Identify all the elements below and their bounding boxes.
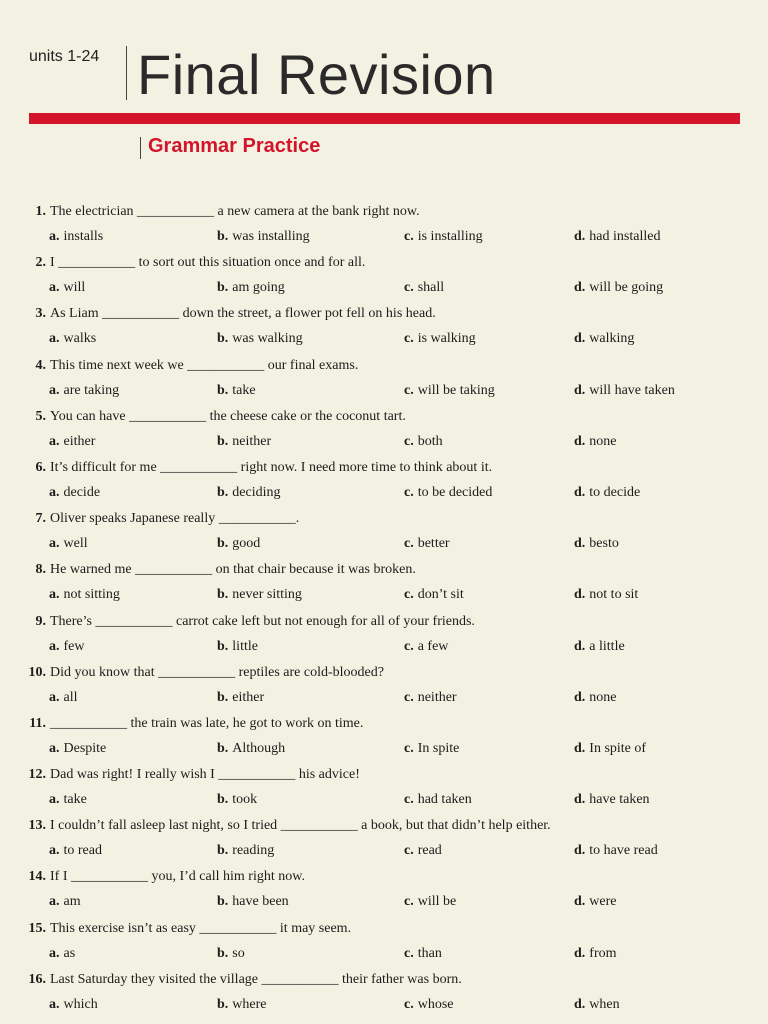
option-letter: a. [49, 587, 60, 603]
title-underline-bar [29, 113, 740, 124]
option-letter: d. [574, 996, 586, 1012]
option-letter: d. [574, 740, 586, 756]
option-text: which [63, 996, 98, 1012]
option-letter: c. [404, 792, 414, 808]
question-stem [0, 409, 406, 425]
answer-option [574, 946, 617, 962]
option-letter: d. [574, 382, 586, 398]
option-letter: b. [217, 945, 229, 961]
question-item [0, 507, 768, 558]
option-letter: a. [49, 792, 60, 808]
option-letter: b. [217, 996, 229, 1012]
option-letter: b. [217, 792, 229, 808]
option-text: besto [589, 536, 619, 552]
option-text: In spite of [589, 740, 647, 756]
option-letter: c. [404, 280, 414, 296]
answer-option [404, 843, 442, 859]
answer-option [404, 690, 457, 706]
option-text: are taking [63, 382, 120, 398]
question-number: 12. [28, 767, 46, 783]
option-letter: b. [217, 689, 229, 705]
option-letter: d. [574, 331, 586, 347]
question-text: There’s ___________ carrot cake left but not enough for all of your friends. [50, 613, 475, 629]
answer-option [574, 792, 650, 808]
answer-option [574, 690, 617, 706]
option-text: deciding [232, 484, 281, 500]
question-stem [0, 460, 492, 476]
option-text: neither [232, 433, 272, 449]
answer-option [217, 280, 285, 296]
option-text: good [232, 536, 261, 552]
option-letter: b. [217, 229, 229, 244]
option-text: little [232, 638, 258, 654]
answer-option [217, 741, 285, 757]
option-letter: d. [574, 894, 586, 910]
question-item [0, 456, 768, 507]
option-letter: b. [217, 536, 229, 552]
option-letter: b. [217, 433, 229, 449]
question-number: 11. [29, 715, 46, 731]
option-letter: b. [217, 740, 229, 756]
option-text: to have read [589, 843, 658, 859]
answer-option [574, 536, 619, 552]
option-text: better [417, 536, 450, 552]
question-text: As Liam ___________ down the street, a flower pot fell on his head. [50, 306, 436, 322]
answer-option [49, 843, 102, 859]
option-text: had installed [589, 229, 661, 244]
option-letter: d. [574, 945, 586, 961]
option-letter: d. [574, 587, 586, 603]
answer-option [217, 843, 274, 859]
option-text: so [232, 945, 245, 961]
option-letter: a. [49, 689, 60, 705]
question-text: ___________ the train was late, he got to work on time. [50, 715, 364, 731]
title-divider [126, 46, 127, 100]
answer-option [404, 383, 495, 399]
option-text: walks [63, 331, 97, 347]
answer-option [404, 229, 483, 245]
question-number: 2. [35, 255, 46, 271]
option-text: is installing [417, 229, 483, 244]
answer-option [574, 843, 658, 859]
option-text: few [63, 638, 85, 654]
option-text: am [63, 894, 81, 910]
question-text: Dad was right! I really wish I ___________ his advice! [50, 767, 360, 783]
question-number: 9. [35, 613, 46, 629]
option-letter: c. [404, 638, 414, 654]
question-stem [0, 511, 299, 527]
option-text: whose [417, 996, 454, 1012]
question-item [0, 917, 768, 968]
question-item [0, 968, 768, 1019]
question-item [0, 865, 768, 916]
answer-option [404, 331, 476, 347]
answer-option [574, 331, 634, 347]
answer-option [49, 434, 95, 450]
answer-option [404, 741, 459, 757]
option-text: will be going [589, 280, 664, 296]
option-letter: d. [574, 792, 586, 808]
option-letter: c. [404, 689, 414, 705]
option-letter: a. [49, 280, 60, 296]
question-number: 5. [35, 408, 46, 424]
option-text: a little [589, 638, 625, 654]
option-text: not to sit [589, 587, 639, 603]
answer-option [49, 690, 78, 706]
questions-list [0, 200, 768, 1019]
answer-option [49, 331, 96, 347]
option-letter: a. [49, 894, 60, 910]
option-text: all [63, 689, 78, 705]
question-item [0, 814, 768, 865]
option-text: have been [232, 894, 289, 910]
question-text: Oliver speaks Japanese really ___________. [50, 511, 300, 527]
question-item [0, 763, 768, 814]
answer-option [49, 280, 85, 296]
option-letter: d. [574, 280, 586, 296]
option-text: had taken [417, 792, 472, 808]
answer-option [49, 485, 100, 501]
answer-option [404, 587, 464, 603]
option-text: when [589, 996, 620, 1012]
question-stem [0, 614, 475, 630]
question-stem [0, 921, 351, 937]
question-text: The electrician ___________ a new camera at the bank right now. [50, 204, 420, 219]
answer-option [404, 792, 472, 808]
answer-option [574, 997, 620, 1013]
answer-option [404, 280, 444, 296]
option-text: Despite [63, 740, 107, 756]
option-letter: a. [49, 433, 60, 449]
option-letter: a. [49, 331, 60, 347]
answer-option [217, 587, 302, 603]
option-letter: b. [217, 843, 229, 859]
option-letter: c. [404, 894, 414, 910]
answer-option [217, 894, 289, 910]
option-text: never sitting [232, 587, 302, 603]
option-letter: b. [217, 484, 229, 500]
option-text: either [63, 433, 96, 449]
option-text: took [232, 792, 258, 808]
option-letter: d. [574, 433, 586, 449]
answer-option [49, 587, 120, 603]
page-title: Final Revision [137, 43, 496, 106]
option-text: than [417, 945, 442, 961]
answer-option [217, 331, 303, 347]
answer-option [217, 639, 258, 655]
answer-option [217, 383, 256, 399]
option-letter: a. [49, 996, 60, 1012]
option-letter: d. [574, 484, 586, 500]
option-letter: b. [217, 894, 229, 910]
option-text: either [232, 689, 265, 705]
question-item [0, 405, 768, 456]
answer-option [574, 485, 640, 501]
option-text: was installing [232, 229, 310, 244]
option-letter: c. [404, 382, 414, 398]
option-letter: b. [217, 382, 229, 398]
answer-option [49, 997, 98, 1013]
option-text: to be decided [417, 484, 493, 500]
answer-option [49, 946, 75, 962]
answer-option [404, 946, 442, 962]
option-text: take [63, 792, 87, 808]
option-text: from [589, 945, 617, 961]
question-number: 3. [35, 306, 46, 322]
question-stem [0, 869, 305, 885]
option-text: Although [232, 740, 286, 756]
option-letter: c. [404, 996, 414, 1012]
option-text: to decide [589, 484, 641, 500]
option-text: none [589, 689, 617, 705]
option-text: not sitting [63, 587, 120, 603]
option-letter: a. [49, 229, 60, 244]
option-letter: c. [404, 484, 414, 500]
option-text: to read [63, 843, 102, 859]
option-letter: c. [404, 945, 414, 961]
answer-option [217, 229, 310, 245]
answer-option [217, 485, 281, 501]
option-letter: c. [404, 843, 414, 859]
question-stem [0, 358, 358, 374]
option-letter: c. [404, 433, 414, 449]
question-number: 4. [35, 357, 46, 373]
option-text: have taken [589, 792, 650, 808]
option-letter: a. [49, 536, 60, 552]
option-letter: b. [217, 280, 229, 296]
subtitle-divider [140, 137, 141, 159]
option-text: reading [232, 843, 275, 859]
answer-option [49, 536, 88, 552]
option-letter: a. [49, 638, 60, 654]
option-text: where [232, 996, 267, 1012]
question-item [0, 558, 768, 609]
question-text: I couldn’t fall asleep last night, so I tried ___________ a book, but that didn’t help either. [50, 818, 551, 834]
option-letter: a. [49, 740, 60, 756]
answer-option [217, 997, 267, 1013]
option-text: installs [63, 229, 104, 244]
option-letter: b. [217, 638, 229, 654]
answer-option [217, 690, 264, 706]
question-item [0, 251, 768, 302]
answer-option [574, 587, 638, 603]
answer-option [574, 741, 646, 757]
question-text: It’s difficult for me ___________ right now. I need more time to think about it. [50, 459, 493, 475]
question-item [0, 712, 768, 763]
answer-option [404, 894, 456, 910]
option-letter: d. [574, 638, 586, 654]
answer-option [217, 434, 271, 450]
option-letter: d. [574, 536, 586, 552]
question-stem [0, 972, 462, 988]
answer-option [574, 894, 617, 910]
option-letter: d. [574, 843, 586, 859]
question-stem [0, 562, 416, 578]
option-text: is walking [417, 331, 476, 347]
option-letter: b. [217, 331, 229, 347]
option-text: shall [417, 280, 445, 296]
question-stem [0, 306, 436, 322]
option-letter: c. [404, 331, 414, 347]
question-number: 6. [35, 459, 46, 475]
answer-option [574, 639, 625, 655]
answer-option [49, 894, 81, 910]
answer-option [217, 536, 260, 552]
question-text: This time next week we ___________ our final exams. [50, 357, 359, 373]
question-number: 16. [28, 971, 46, 987]
question-number: 10. [28, 664, 46, 680]
option-letter: c. [404, 536, 414, 552]
option-text: a few [417, 638, 449, 654]
answer-option [49, 383, 119, 399]
question-text: Last Saturday they visited the village ___________ their father was born. [50, 971, 462, 987]
answer-option [404, 536, 450, 552]
question-number: 13. [28, 818, 46, 834]
question-text: If I ___________ you, I’d call him right now. [50, 869, 305, 885]
question-number: 7. [35, 511, 46, 527]
question-stem [0, 767, 360, 783]
option-letter: a. [49, 945, 60, 961]
option-text: will be taking [417, 382, 495, 398]
option-text: well [63, 536, 88, 552]
question-number: 15. [28, 920, 46, 936]
question-number: 14. [28, 869, 46, 885]
option-text: take [232, 382, 256, 398]
option-text: walking [589, 331, 635, 347]
question-item [0, 354, 768, 405]
option-text: am going [232, 280, 285, 296]
question-number: 8. [35, 562, 46, 578]
option-letter: d. [574, 229, 586, 244]
answer-option [404, 997, 454, 1013]
question-item [0, 302, 768, 353]
answer-option [574, 280, 663, 296]
answer-option [49, 741, 106, 757]
question-text: You can have ___________ the cheese cake or the coconut tart. [50, 408, 406, 424]
section-subtitle: Grammar Practice [148, 135, 321, 157]
answer-option [404, 639, 448, 655]
option-text: read [417, 843, 442, 859]
option-letter: d. [574, 689, 586, 705]
option-text: decide [63, 484, 101, 500]
option-text: will have taken [589, 382, 675, 398]
question-item [0, 610, 768, 661]
answer-option [404, 434, 443, 450]
question-number: 1. [35, 204, 46, 219]
question-text: I ___________ to sort out this situation once and for all. [50, 255, 366, 271]
option-text: as [63, 945, 76, 961]
question-item [0, 661, 768, 712]
question-text: Did you know that ___________ reptiles are cold-blooded? [50, 664, 384, 680]
answer-option [574, 383, 675, 399]
question-item [0, 200, 768, 251]
option-text: will [63, 280, 86, 296]
question-stem [0, 716, 363, 732]
option-text: don’t sit [417, 587, 464, 603]
question-text: This exercise isn’t as easy ___________ it may seem. [50, 920, 352, 936]
option-letter: b. [217, 587, 229, 603]
option-letter: c. [404, 229, 414, 244]
answer-option [217, 792, 257, 808]
option-text: was walking [232, 331, 303, 347]
answer-option [49, 639, 85, 655]
units-label: units 1-24 [29, 48, 100, 65]
option-letter: a. [49, 382, 60, 398]
option-text: In spite [417, 740, 460, 756]
answer-option [404, 485, 492, 501]
option-text: both [417, 433, 443, 449]
answer-option [574, 434, 617, 450]
answer-option [574, 229, 660, 245]
option-text: were [589, 894, 617, 910]
option-text: neither [417, 689, 457, 705]
option-text: none [589, 433, 617, 449]
option-letter: c. [404, 740, 414, 756]
question-stem [0, 818, 551, 834]
answer-option [217, 946, 245, 962]
question-stem [0, 255, 365, 271]
answer-option [49, 792, 87, 808]
answer-option [49, 229, 103, 245]
option-text: will be [417, 894, 457, 910]
option-letter: a. [49, 484, 60, 500]
question-text: He warned me ___________ on that chair because it was broken. [50, 562, 416, 578]
question-stem [0, 665, 384, 681]
option-letter: a. [49, 843, 60, 859]
option-letter: c. [404, 587, 414, 603]
question-stem [0, 204, 420, 220]
